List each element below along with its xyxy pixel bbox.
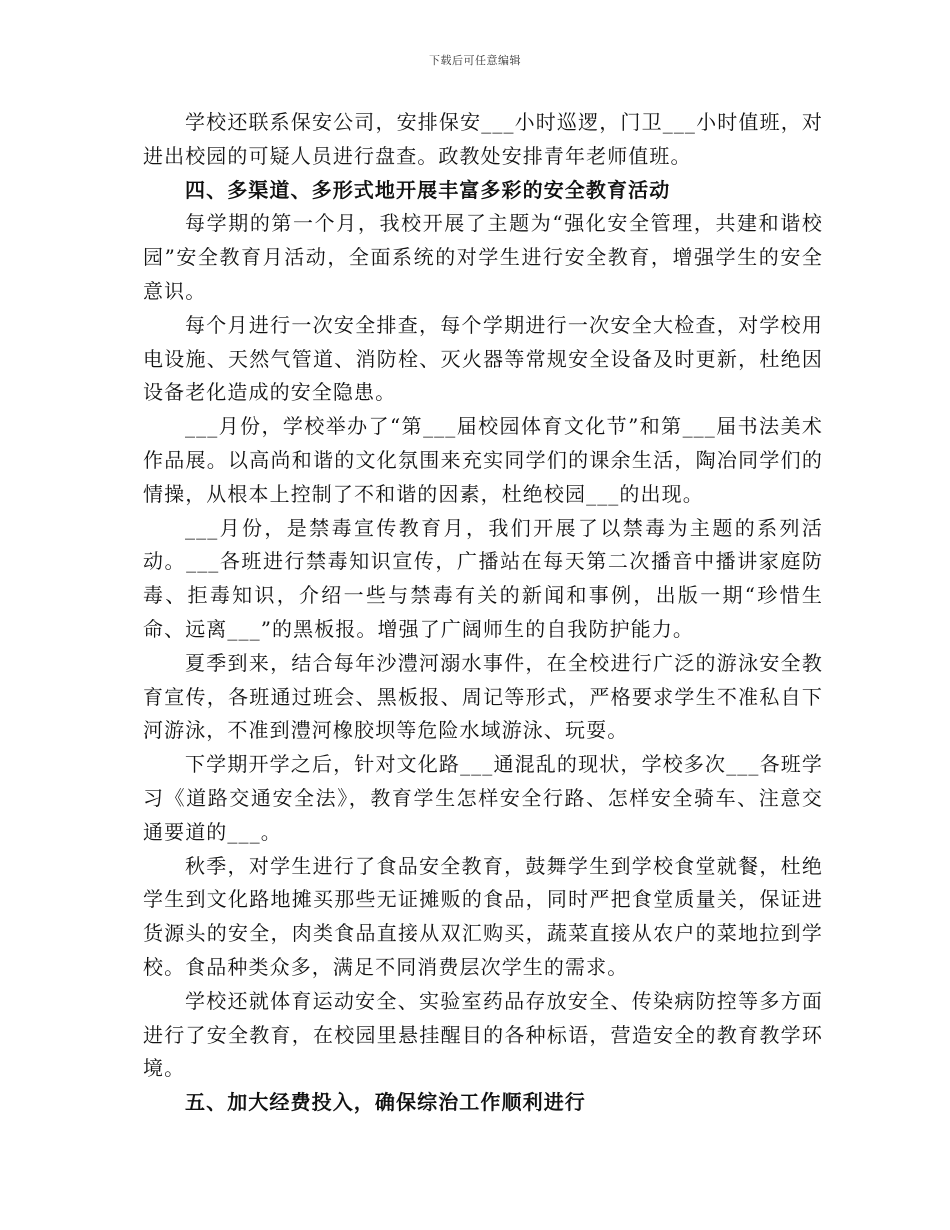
paragraph-anti-drug: ___月份，是禁毒宣传教育月，我们开展了以禁毒为主题的系列活动。___各班进行禁毒知识宣传，广播站在每天第二次播音中播讲家庭防毒、拒毒知识，介绍一些与禁毒有关的新闻和事例，出版一期“珍惜生命、远离___”的黑板报。增强了广阔师生的自我防护能力。 <box>143 515 823 641</box>
document-body <box>143 106 823 1120</box>
paragraph-culture-festival: ___月份，学校举办了“第___届校园体育文化节”和第___届书法美术作品展。以高尚和谐的文化氛围来充实同学们的课余生活，陶冶同学们的情操，从根本上控制了不和谐的因素，杜绝校园___的出现。 <box>143 414 823 506</box>
paragraph-swimming-safety: 夏季到来，结合每年沙澧河溺水事件，在全校进行广泛的游泳安全教育宣传，各班通过班会、黑板报、周记等形式，严格要求学生不准私自下河游泳，不准到澧河橡胶坝等危险水域游泳、玩耍。 <box>143 650 823 743</box>
paragraph-security-patrol: 学校还联系保安公司，安排保安___小时巡逻，门卫___小时值班，对进出校园的可疑人员进行盘查。政教处安排青年老师值班。 <box>143 110 823 168</box>
page-header: 下载后可任意编辑 <box>429 54 521 67</box>
paragraph-food-safety: 秋季，对学生进行了食品安全教育，鼓舞学生到学校食堂就餐，杜绝学生到文化路地摊买那些无证摊贩的食品，同时严把食堂质量关，保证进货源头的安全，肉类食品直接从双汇购买，蔬菜直接从农户的菜地拉到学校。食品种类众多，满足不同消费层次学生的需求。 <box>143 853 823 979</box>
paragraph-safety-month: 每学期的第一个月，我校开展了主题为“强化安全管理，共建和谐校园”安全教育月活动，全面系统的对学生进行安全教育，增强学生的安全意识。 <box>143 211 823 303</box>
section-heading-four: 四、多渠道、多形式地开展丰富多彩的安全教育活动 <box>185 177 671 202</box>
paragraph-traffic-safety: 下学期开学之后，针对文化路___通混乱的现状，学校多次___各班学习《道路交通安全法》，教育学生怎样安全行路、怎样安全骑车、注意交通要道的___。 <box>143 752 823 844</box>
paragraph-monthly-inspection: 每个月进行一次安全排查，每个学期进行一次安全大检查，对学校用电设施、天然气管道、消防栓、灭火器等常规安全设备及时更新，杜绝因设备老化造成的安全隐患。 <box>143 312 823 405</box>
section-heading-five: 五、加大经费投入，确保综治工作顺利进行 <box>185 1090 586 1115</box>
paragraph-other-safety: 学校还就体育运动安全、实验室药品存放安全、传染病防控等多方面进行了安全教育，在校园里悬挂醒目的各种标语，营造安全的教育教学环境。 <box>143 988 823 1081</box>
